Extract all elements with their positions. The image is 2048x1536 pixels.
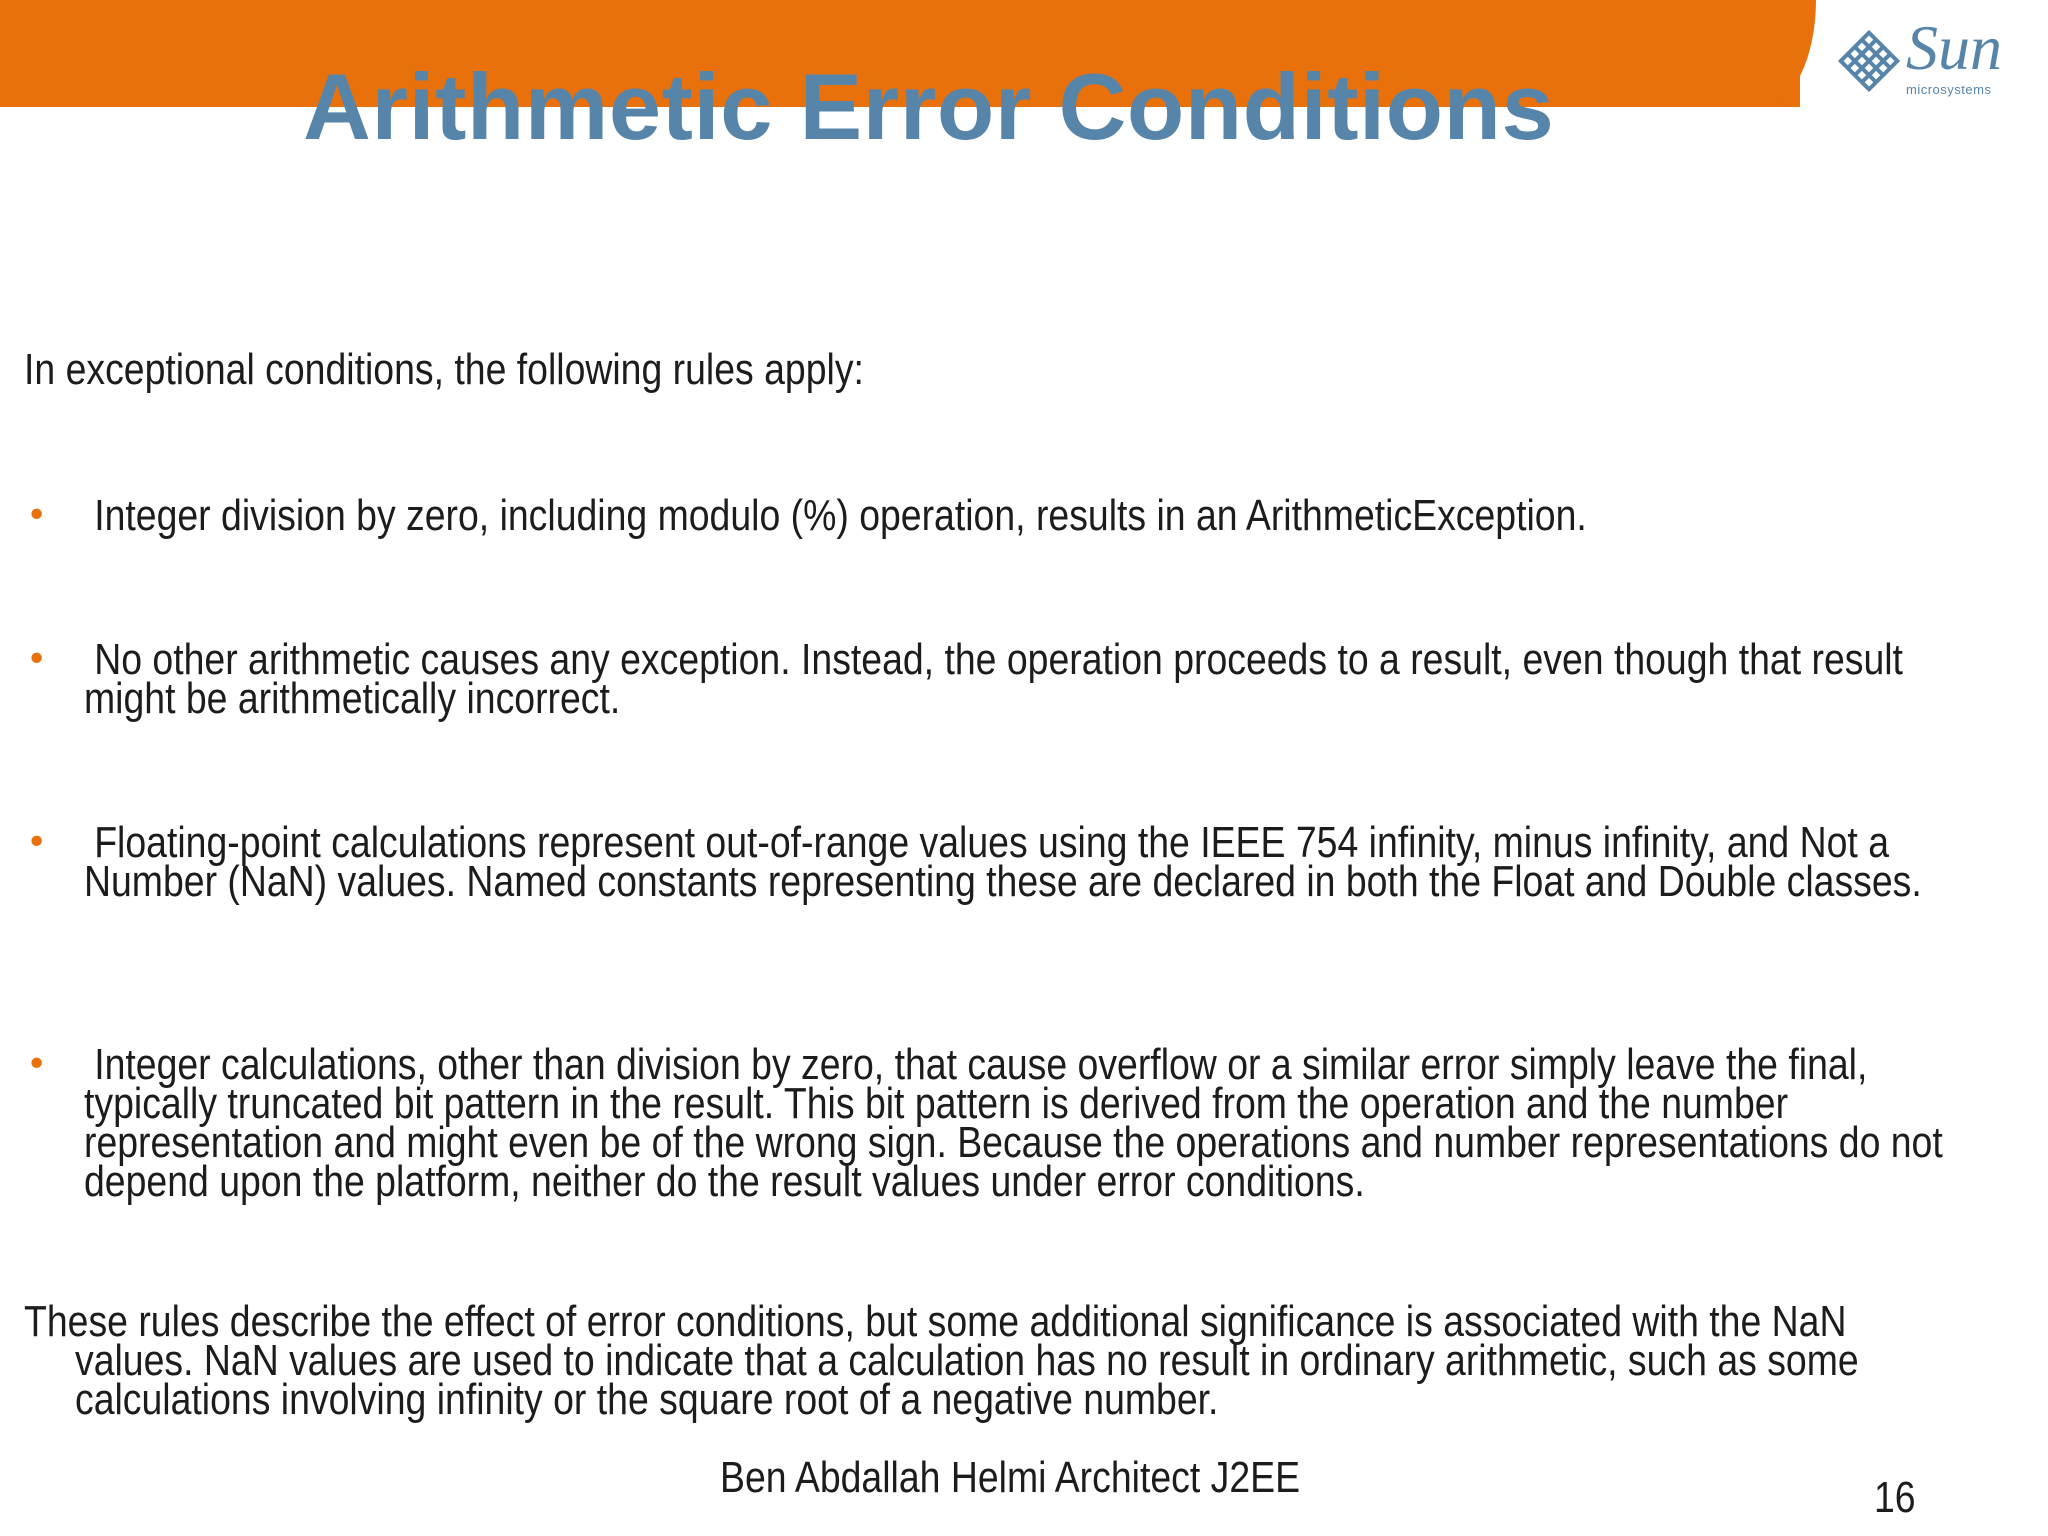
closing-paragraph: These rules describe the effect of error conditions, but some additional significance is associated with the NaN values. NaN values are used to indicate that a calculation has no result in ordinary arithmetic, such as some calculations involving infinity or the square root of a negative number. bbox=[24, 1297, 1859, 1424]
page-number: 16 bbox=[1874, 1473, 1916, 1522]
intro-text: In exceptional conditions, the following rules apply: bbox=[24, 345, 864, 394]
bullet-dot-icon: • bbox=[26, 822, 48, 863]
bullet-dot-icon: • bbox=[26, 495, 48, 536]
logo-subtitle: microsystems bbox=[1906, 82, 1992, 97]
sun-diamond-icon bbox=[1836, 28, 1902, 94]
bullet-dot-icon: • bbox=[26, 639, 48, 680]
bullet-text: Integer calculations, other than division by zero, that cause overflow or a similar error simply leave the final, typically truncated bit pattern in the result. This bit pattern is derived from the operation and the number representation and might even be of the wrong sign. Because the operations and number representations do not depend upon the platform, neither do the result values under error conditions. bbox=[84, 1040, 1943, 1206]
bullet-text: Integer division by zero, including modulo (%) operation, results in an ArithmeticException. bbox=[94, 491, 1587, 540]
bullet-dot-icon: • bbox=[26, 1044, 48, 1085]
bullet-text: Floating-point calculations represent out-of-range values using the IEEE 754 infinity, minus infinity, and Not a Number (NaN) values. Named constants representing these are declared in both the Float and Double classes. bbox=[84, 818, 1922, 906]
slide-title: Arithmetic Error Conditions bbox=[303, 54, 1555, 159]
logo-wordmark: Sun bbox=[1906, 12, 2002, 83]
sun-logo bbox=[1836, 12, 2011, 108]
footer-author: Ben Abdallah Helmi Architect J2EE bbox=[720, 1453, 1301, 1502]
bullet-text: No other arithmetic causes any exception. Instead, the operation proceeds to a result, even though that result might be arithmetically incorrect. bbox=[84, 635, 1903, 723]
header-bar-curve bbox=[1762, 0, 1816, 107]
